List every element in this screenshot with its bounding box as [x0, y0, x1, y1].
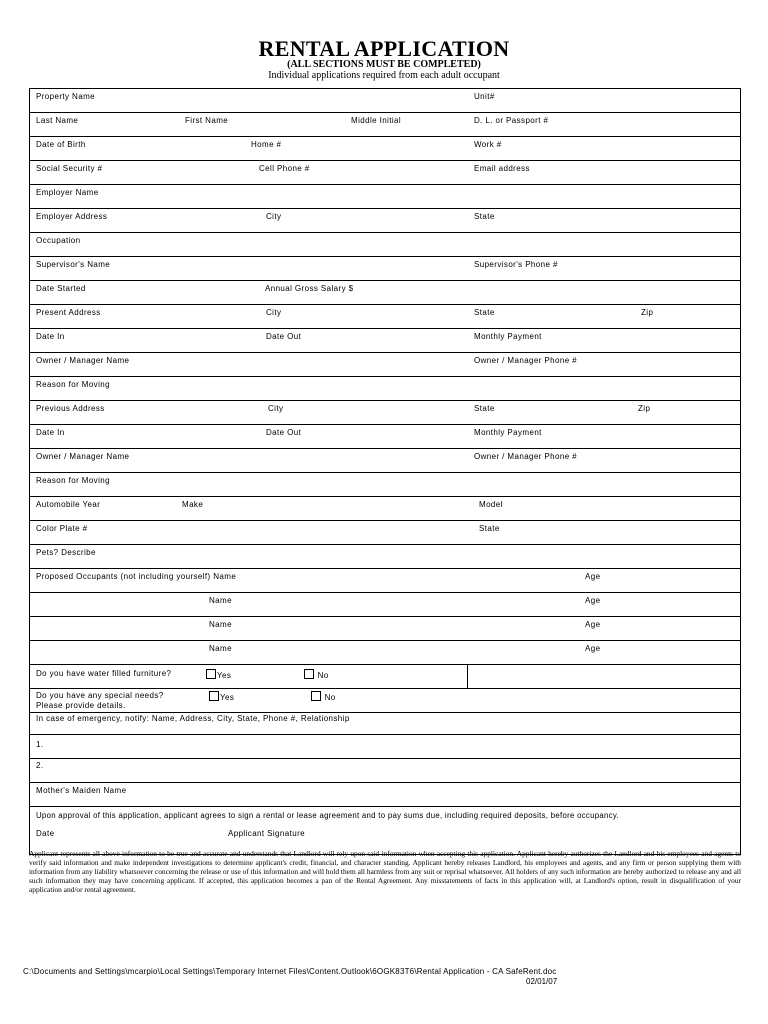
row-maiden-name: [30, 783, 740, 807]
row-pets: [30, 545, 740, 569]
page-title: RENTAL APPLICATION: [258, 36, 510, 61]
cell-phone-field[interactable]: Cell Phone #: [259, 164, 310, 173]
row-water-furniture: [30, 665, 740, 689]
row-occupant-3: [30, 617, 740, 641]
last-name-field[interactable]: Last Name: [36, 116, 79, 125]
signature-field[interactable]: Applicant Signature: [228, 829, 305, 838]
row-employer-address: [30, 209, 740, 233]
ssn-field[interactable]: Social Security #: [36, 164, 103, 173]
date-started-field[interactable]: Date Started: [36, 284, 86, 293]
yes-label: Yes: [220, 693, 235, 702]
row-present-owner: [30, 353, 740, 377]
row-occupant-1: [30, 569, 740, 593]
present-zip-field[interactable]: Zip: [641, 308, 654, 317]
row-special-needs: [30, 689, 740, 713]
salary-field[interactable]: Annual Gross Salary $: [265, 284, 354, 293]
occupant-age-field[interactable]: Age: [585, 572, 601, 581]
work-phone-field[interactable]: Work #: [474, 140, 502, 149]
row-color-plate: [30, 521, 740, 545]
first-name-field[interactable]: First Name: [185, 116, 229, 125]
occupant-name-field[interactable]: Name: [209, 644, 232, 653]
checkbox-icon[interactable]: [311, 691, 321, 701]
employer-name-field[interactable]: Employer Name: [36, 188, 99, 197]
row-present-address: [30, 305, 740, 329]
row-previous-address: [30, 401, 740, 425]
present-address-field[interactable]: Present Address: [36, 308, 101, 317]
employer-city-field[interactable]: City: [266, 212, 282, 221]
row-supervisor: [30, 257, 740, 281]
water-furniture-question: Do you have water filled furniture?: [36, 669, 172, 678]
previous-zip-field[interactable]: Zip: [638, 404, 651, 413]
email-field[interactable]: Email address: [474, 164, 530, 173]
present-reason-field[interactable]: Reason for Moving: [36, 380, 110, 389]
row-date-started: [30, 281, 740, 305]
row-occupant-2: [30, 593, 740, 617]
yes-label: Yes: [217, 671, 232, 680]
checkbox-icon[interactable]: [206, 669, 216, 679]
employer-address-field[interactable]: Employer Address: [36, 212, 108, 221]
row-present-dates: [30, 329, 740, 353]
row-dob: [30, 137, 740, 161]
row-employer: [30, 185, 740, 209]
row-present-reason: [30, 377, 740, 401]
model-field[interactable]: Model: [479, 500, 503, 509]
special-needs-question: [36, 691, 164, 711]
checkbox-icon[interactable]: [304, 669, 314, 679]
occupant-name-field[interactable]: Proposed Occupants (not including yourself) Name: [36, 572, 237, 581]
dl-passport-field[interactable]: D. L. or Passport #: [474, 116, 549, 125]
row-emergency-1: [30, 735, 740, 759]
special-needs-yes[interactable]: [209, 691, 234, 702]
water-furniture-yes[interactable]: [206, 669, 231, 680]
row-property: [30, 89, 740, 113]
present-date-in-field[interactable]: Date In: [36, 332, 65, 341]
auto-year-field[interactable]: Automobile Year: [36, 500, 101, 509]
previous-address-field[interactable]: Previous Address: [36, 404, 105, 413]
occupant-age-field[interactable]: Age: [585, 596, 601, 605]
present-date-out-field[interactable]: Date Out: [266, 332, 302, 341]
unit-field[interactable]: Unit#: [474, 92, 495, 101]
employer-state-field[interactable]: State: [474, 212, 495, 221]
previous-reason-field[interactable]: Reason for Moving: [36, 476, 110, 485]
make-field[interactable]: Make: [182, 500, 204, 509]
special-needs-no[interactable]: [311, 691, 336, 702]
instruction: Individual applications required from each adult occupant: [268, 70, 500, 81]
occupation-field[interactable]: Occupation: [36, 236, 81, 245]
row-emergency-heading: [30, 713, 740, 735]
color-plate-field[interactable]: Color Plate #: [36, 524, 88, 533]
no-label: No: [317, 671, 329, 680]
special-needs-label: Do you have any special needs?: [36, 691, 164, 700]
previous-state-field[interactable]: State: [474, 404, 495, 413]
previous-date-in-field[interactable]: Date In: [36, 428, 65, 437]
plate-state-field[interactable]: State: [479, 524, 500, 533]
details-label: Please provide details.: [36, 701, 126, 710]
row-automobile: [30, 497, 740, 521]
home-phone-field[interactable]: Home #: [251, 140, 282, 149]
row-name: [30, 113, 740, 137]
checkbox-icon[interactable]: [209, 691, 219, 701]
no-label: No: [324, 693, 336, 702]
present-monthly-payment-field[interactable]: Monthly Payment: [474, 332, 542, 341]
previous-monthly-payment-field[interactable]: Monthly Payment: [474, 428, 542, 437]
subtitle: (ALL SECTIONS MUST BE COMPLETED): [287, 59, 481, 70]
present-owner-phone-field[interactable]: Owner / Manager Phone #: [474, 356, 578, 365]
supervisor-name-field[interactable]: Supervisor's Name: [36, 260, 111, 269]
dob-field[interactable]: Date of Birth: [36, 140, 86, 149]
row-occupant-4: [30, 641, 740, 665]
disclaimer: Applicant represents all above information to be true and accurate and understands that Landlord will rely upon said information when accepting this application. Applicant hereby authorizes the Landlord and his employees and agents to verify said information and make independent investigations to determine applicant's credit, financial, and character standing. Applicant hereby releases Landlord, his employees and agents, and any firm or person supplying them with information from any liability whatsoever concerning the release or use of this information and will hold them all harmless from any suit or reprisal whatsoever. All holders of any such information are hereby authorized to release any and all such information they may have concerning applicant. If accepted, this application becomes a pan of the Rental Agreement. Any misstatements of facts in this application will, at Landlord's option, result in disqualification of your application and/or rental agreement.: [29, 849, 741, 894]
pets-field[interactable]: Pets? Describe: [36, 548, 96, 557]
cell-divider: [467, 665, 468, 688]
water-furniture-no[interactable]: [304, 669, 329, 680]
row-signature: [30, 807, 740, 855]
row-previous-reason: [30, 473, 740, 497]
row-ssn: [30, 161, 740, 185]
footer-date: 02/01/07: [526, 977, 558, 986]
occupant-name-field[interactable]: Name: [209, 596, 232, 605]
occupant-age-field[interactable]: Age: [585, 620, 601, 629]
file-path: C:\Documents and Settings\mcarpio\Local Settings\Temporary Internet Files\Content.Outlook\6OGK83T6\Rental Application - CA SafeRent.doc: [23, 967, 557, 976]
middle-initial-field[interactable]: Middle Initial: [351, 116, 402, 125]
supervisor-phone-field[interactable]: Supervisor's Phone #: [474, 260, 558, 269]
present-city-field[interactable]: City: [266, 308, 282, 317]
previous-city-field[interactable]: City: [268, 404, 284, 413]
application-form: [29, 88, 741, 855]
row-occupation: [30, 233, 740, 257]
occupant-name-field[interactable]: Name: [209, 620, 232, 629]
present-owner-name-field[interactable]: Owner / Manager Name: [36, 356, 130, 365]
property-name-field[interactable]: Property Name: [36, 92, 95, 101]
previous-date-out-field[interactable]: Date Out: [266, 428, 302, 437]
date-field[interactable]: Date: [36, 829, 55, 838]
emergency-contact-1[interactable]: 1.: [36, 740, 44, 749]
maiden-name-field[interactable]: Mother's Maiden Name: [36, 786, 127, 795]
row-emergency-2: [30, 759, 740, 783]
emergency-contact-2[interactable]: 2.: [36, 761, 44, 770]
row-previous-dates: [30, 425, 740, 449]
emergency-field: In case of emergency, notify: Name, Address, City, State, Phone #, Relationship: [36, 714, 350, 723]
approval-text: Upon approval of this application, applicant agrees to sign a rental or lease agreement and to pay sums due, including required deposits, before occupancy.: [36, 811, 619, 820]
present-state-field[interactable]: State: [474, 308, 495, 317]
previous-owner-name-field[interactable]: Owner / Manager Name: [36, 452, 130, 461]
occupant-age-field[interactable]: Age: [585, 644, 601, 653]
row-previous-owner: [30, 449, 740, 473]
previous-owner-phone-field[interactable]: Owner / Manager Phone #: [474, 452, 578, 461]
